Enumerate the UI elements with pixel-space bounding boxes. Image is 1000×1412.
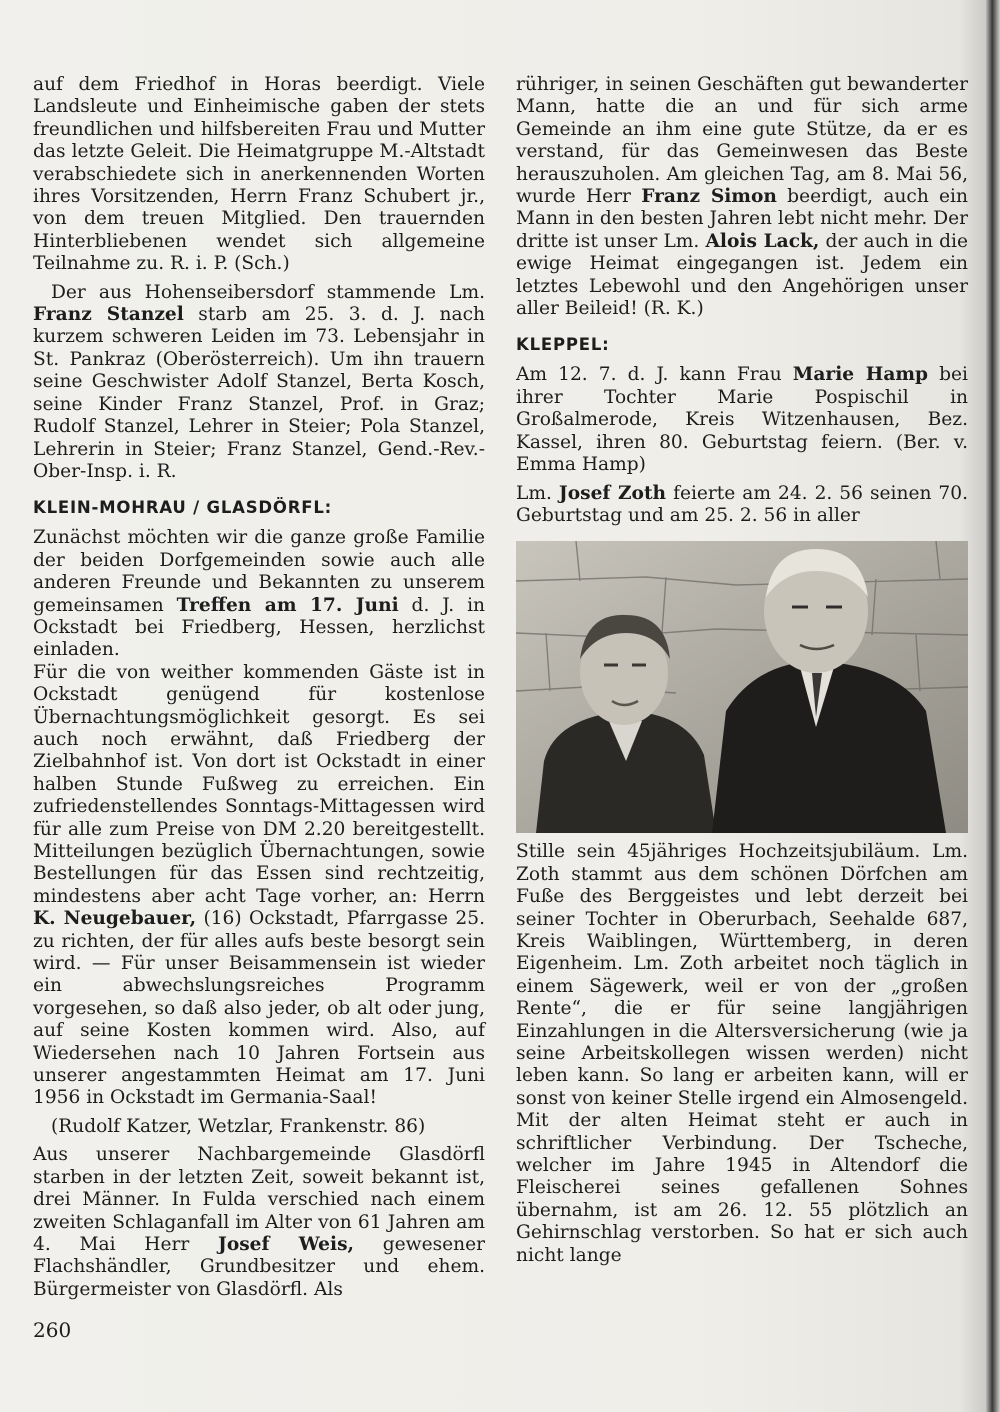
couple-photograph (516, 541, 968, 833)
name-alois-lack: Alois Lack, (705, 230, 820, 252)
right-column (516, 74, 968, 1267)
page-binding-edge (986, 0, 1000, 1412)
paragraph-meeting-invitation: Zunächst möchten wir die ganze große Familie der beiden Dorfgemeinden sowie auch alle anderen Freunde und Bekannten zu unserem gemeinsamen Treffen am 17. Juni d. J. in Ockstadt bei Friedberg, Hessen, herzlichst einladen. (33, 527, 485, 661)
paragraph-meeting-details: Für die von weither kommenden Gäste ist in Ockstadt genügend für kostenlose Übernachtungsmöglichkeit gesorgt. Es sei auch noch erwähnt, daß Friedberg der Zielbahnhof ist. Von dort ist Ockstadt in einer halben Stunde Fußweg zu erreichen. Ein zufriedenstellendes Sonntags-Mittagessen wird für alle zum Preise von DM 2.20 bereitgestellt. Mitteilungen bezüglich Übernachtungen, sowie Bestellungen für das Essen sind rechtzeitig, mindestens aber acht Tage vorher, an: Herrn K. Neugebauer, (16) Ockstadt, Pfarrgasse 25. zu richten, der für alles aufs beste besorgt sein wird. — Für unser Beisammensein ist wieder ein abwechslungsreiches Programm vorgesehen, so daß also jeder, ob alt oder jung, auf seine Kosten kommen wird. Also, auf Wiedersehen nach 10 Jahren Fortsein aus unserer angestammten Heimat am 17. Juni 1956 in Ockstadt im Germania-Saal! (33, 661, 485, 1109)
paragraph-zoth-anniversary: Stille sein 45jähriges Hochzeitsjubiläum. Lm. Zoth stammt aus dem schönen Dörfchen am Fuße des Berggeistes und lebt derzeit bei seiner Tochter in Oberurbach, Seehalde 687, Kreis Waiblingen, Württemberg, in deren Eigenheim. Lm. Zoth arbeitet noch täglich in einem Sägewerk, weil er von der „großen Rente“, die er für seine langjährigen Einzahlungen in die Altersversicherung (wie ja seine Arbeitskollegen wissen werden) nicht leben kann. So lang er arbeiten kann, will er sonst von keiner Stelle irgend ein Almosengeld. Mit der alten Heimat steht er auch in schriftlicher Verbindung. Der Tscheche, welcher im Jahre 1945 in Altendorf die Fleischerei seines gefallenen Sohnes übernahm, ist am 26. 12. 55 plötzlich an Gehirnschlag verstorben. So hat er sich auch nicht lange (516, 841, 968, 1266)
name-josef-weis: Josef Weis, (218, 1233, 355, 1255)
name-marie-hamp: Marie Hamp (792, 364, 929, 386)
name-franz-stanzel: Franz Stanzel (33, 304, 184, 326)
paragraph-glasdoerfl-deaths: Aus unserer Nachbargemeinde Glasdörfl starben in der letzten Zeit, soweit bekannt ist, drei Männer. In Fulda verschied nach einem zweiten Schlaganfall im Alter von 61 Jahren am 4. Mai Herr Josef Weis, gewesener Flachshändler, Grundbesitzer und ehem. Bürgermeister von Glasdörfl. Als (33, 1144, 485, 1300)
name-josef-zoth: Josef Zoth (558, 482, 667, 504)
name-franz-simon: Franz Simon (641, 186, 777, 208)
paragraph-marie-hamp: Am 12. 7. d. J. kann Frau Marie Hamp bei ihrer Tochter Marie Pospischil in Großalmerode, Kreis Witzenhausen, Bez. Kassel, ihren 80. Geburtstag feiern. (Ber. v. Emma Hamp) (516, 364, 968, 476)
paragraph-josef-zoth: Lm. Josef Zoth feierte am 24. 2. 56 seinen 70. Geburtstag und am 25. 2. 56 in aller (516, 482, 968, 526)
section-heading-kleppel: KLEPPEL: (516, 335, 610, 355)
couple-photo-drawing (516, 541, 968, 833)
paragraph-author-katzer: (Rudolf Katzer, Wetzlar, Frankenstr. 86) (51, 1115, 426, 1137)
paragraph-stanzel-obituary: Der aus Hohenseibersdorf stammende Lm. Franz Stanzel starb am 25. 3. d. J. nach kurzem schweren Leiden im 73. Lebensjahr in St. Pankraz (Oberösterreich). Um ihn trauern seine Geschwister Adolf Stanzel, Berta Kosch, seine Kinder Franz Stanzel, Prof. in Graz; Rudolf Stanzel, Lehrer in Steier; Pola Stanzel, Lehrerin in Steier; Franz Stanzel, Gend.-Rev.-Ober-Insp. i. R. (33, 281, 485, 482)
section-heading-klein-mohrau: KLEIN-MOHRAU / GLASDÖRFL: (33, 498, 333, 518)
paragraph-glasdoerfl-continued: rühriger, in seinen Geschäften gut bewanderter Mann, hatte die an und für sich arme Gemeinde an ihm eine gute Stütze, da er es verstand, für das Gemeinwesen das Beste herauszuholen. Am gleichen Tag, am 8. Mai 56, wurde Herr Franz Simon beerdigt, auch ein Mann in den besten Jahren lebt nicht mehr. Der dritte ist unser Lm. Alois Lack, der auch in die ewige Heimat eingegangen ist. Jedem ein letztes Lebewohl und den Angehörigen unser aller Beileid! (R. K.) (516, 74, 968, 320)
meeting-date: Treffen am 17. Juni (176, 594, 399, 616)
name-k-neugebauer: K. Neugebauer, (33, 908, 197, 930)
left-column (33, 74, 485, 1301)
page-number: 260 (33, 1318, 72, 1342)
paragraph-horas-obituary: auf dem Friedhof in Horas beerdigt. Viele Landsleute und Einheimische gaben der stets freundlichen und hilfsbereiten Frau und Mutter das letzte Geleit. Die Heimatgruppe M.-Altstadt verabschiedete sich in anerkennenden Worten ihres Vorsitzenden, Herrn Franz Schubert jr., von dem treuen Mitglied. Den trauernden Hinterbliebenen wendet sich allgemeine Teilnahme zu. R. i. P. (Sch.) (33, 74, 485, 275)
